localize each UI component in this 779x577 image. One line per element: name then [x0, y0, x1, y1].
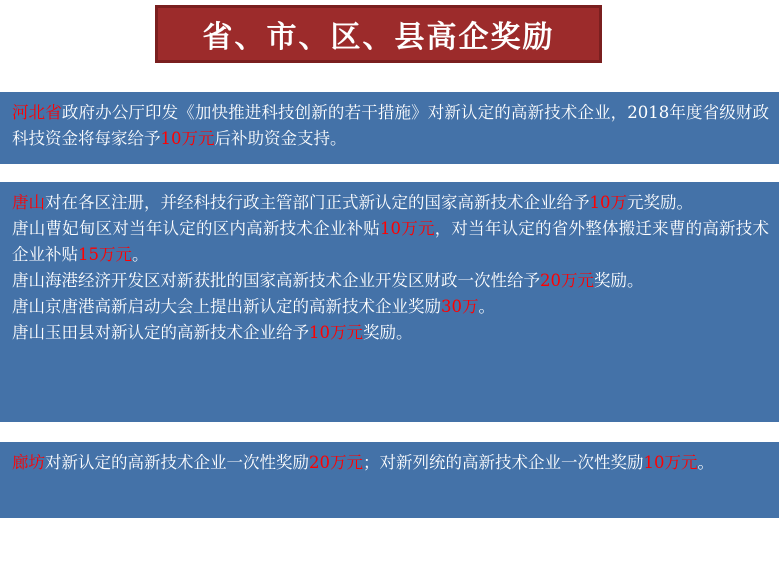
tangshan-line2-text-3: 。 — [132, 245, 149, 264]
langfang-amount-2: 10万元 — [643, 453, 698, 472]
langfang-amount-1: 20万元 — [309, 453, 363, 472]
langfang-text-3: 。 — [697, 453, 714, 472]
tangshan-line3-amount: 20万元 — [540, 271, 594, 290]
bottom-white-strip — [0, 518, 779, 577]
page-title: 省、市、区、县高企奖励 — [202, 20, 555, 55]
tangshan-line5-text-1: 唐山玉田县对新认定的高新技术企业给予 — [12, 323, 309, 342]
tangshan-line3-text-1: 唐山海港经济开发区对新获批的国家高新技术企业开发区财政一次性给予 — [12, 271, 540, 290]
content-block-tangshan — [0, 182, 779, 422]
paragraph-langfang — [12, 450, 769, 476]
tangshan-line2-amount-2: 15万元 — [78, 245, 132, 264]
langfang-text-1: 对新认定的高新技术企业一次性奖励 — [45, 453, 309, 472]
region-label-langfang: 廊坊 — [12, 453, 45, 472]
tangshan-line3-text-2: 奖励。 — [594, 271, 644, 290]
tangshan-line4-text-1: 唐山京唐港高新启动大会上提出新认定的高新技术企业奖励 — [12, 297, 441, 316]
tangshan-line1-text-1: 对在各区注册，并经科技行政主管部门正式新认定的国家高新技术企业给予 — [45, 193, 590, 212]
tangshan-line1-amount: 10万 — [589, 193, 627, 212]
region-label-hebei: 河北省 — [12, 103, 62, 122]
slide-title-box — [155, 5, 602, 63]
hebei-text-1: 政府办公厅印发《加快推进科技创新的若干措施》对新认定的高新技术企业，2018年度省级财政科技资金将每家给予 — [12, 103, 769, 148]
tangshan-line2-text-2: ，对当年认定的省外整体搬迁来曹的高新技术企业补贴 — [12, 219, 770, 264]
langfang-text-2: ；对新列统的高新技术企业一次性奖励 — [363, 453, 644, 472]
paragraph-tangshan-3 — [12, 268, 769, 294]
tangshan-line5-amount: 10万元 — [309, 323, 363, 342]
tangshan-line4-amount: 30万 — [441, 297, 479, 316]
paragraph-tangshan-4 — [12, 294, 769, 320]
tangshan-line2-amount-1: 10万元 — [380, 219, 435, 238]
content-block-hebei — [0, 92, 779, 164]
region-label-tangshan: 唐山 — [12, 193, 45, 212]
tangshan-line1-text-2: 元奖励。 — [627, 193, 693, 212]
paragraph-tangshan-1 — [12, 190, 769, 216]
hebei-amount-1: 10万元 — [160, 129, 215, 148]
tangshan-line2-text-1: 唐山曹妃甸区对当年认定的区内高新技术企业补贴 — [12, 219, 380, 238]
content-block-langfang — [0, 442, 779, 518]
tangshan-line4-text-2: 。 — [478, 297, 495, 316]
paragraph-tangshan-5 — [12, 320, 769, 346]
hebei-text-2: 后补助资金支持。 — [214, 129, 347, 148]
tangshan-line5-text-2: 奖励。 — [363, 323, 413, 342]
paragraph-hebei — [12, 100, 769, 152]
paragraph-tangshan-2 — [12, 216, 769, 268]
